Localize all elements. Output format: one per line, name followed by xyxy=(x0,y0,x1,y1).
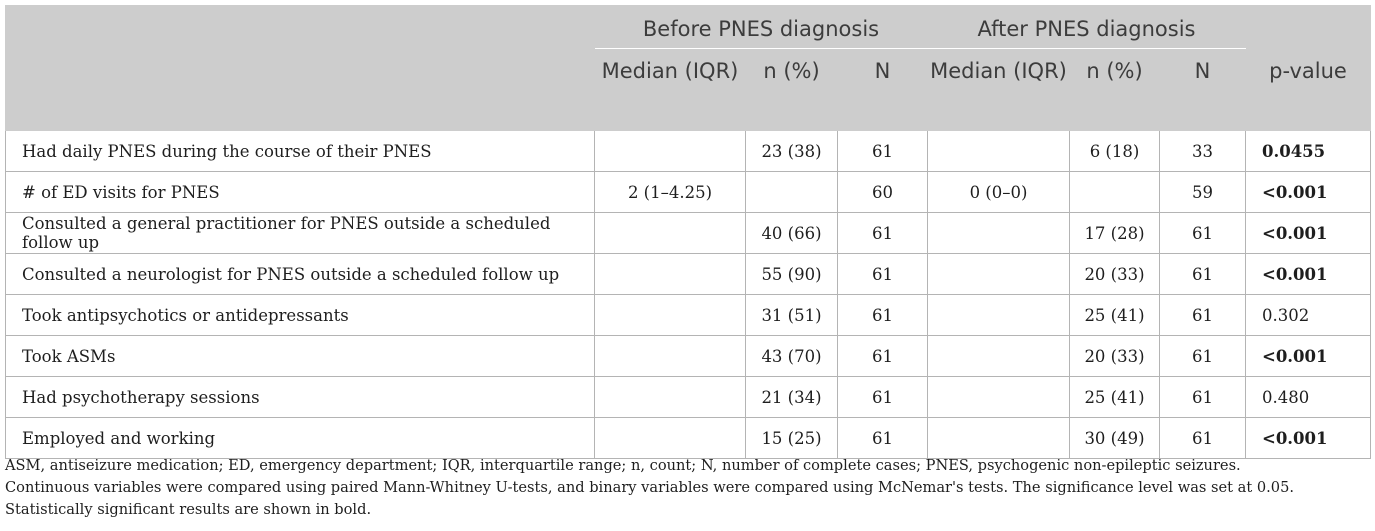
after-n-pct-cell: 6 (18) xyxy=(1070,131,1160,172)
after-median-iqr-cell xyxy=(928,336,1070,377)
after-n-pct-cell: 25 (41) xyxy=(1070,377,1160,418)
after-n-pct-cell: 30 (49) xyxy=(1070,418,1160,459)
after-median-iqr-header: Median (IQR) xyxy=(928,49,1070,131)
row-label: # of ED visits for PNES xyxy=(6,172,595,213)
table-row xyxy=(6,418,1371,459)
row-label: Had daily PNES during the course of their PNES xyxy=(6,131,595,172)
after-N-cell: 61 xyxy=(1160,254,1246,295)
p-value-cell: <0.001 xyxy=(1246,336,1371,377)
methods-note: Continuous variables were compared using paired Mann-Whitney U-tests, and binary variables were compared using McNemar's tests. The significance level was set at 0.05. Statistically significant results are shown in bold. xyxy=(5,479,1295,518)
after-n-pct-header: n (%) xyxy=(1070,49,1160,131)
before-n-pct-cell xyxy=(746,172,838,213)
p-value-cell: <0.001 xyxy=(1246,418,1371,459)
after-n-pct-cell: 17 (28) xyxy=(1070,213,1160,254)
abbreviations-note: ASM, antiseizure medication; ED, emergency department; IQR, interquartile range; n, count; N, number of complete cases; PNES, psychogenic non-epileptic seizures. xyxy=(5,457,1241,474)
p-value-cell: 0.302 xyxy=(1246,295,1371,336)
before-median-iqr-cell xyxy=(595,131,746,172)
after-median-iqr-cell xyxy=(928,295,1070,336)
after-N-cell: 61 xyxy=(1160,336,1246,377)
before-N-cell: 61 xyxy=(838,213,928,254)
after-N-cell: 61 xyxy=(1160,418,1246,459)
after-diagnosis-header: After PNES diagnosis xyxy=(928,6,1246,49)
after-median-iqr-cell xyxy=(928,418,1070,459)
table-row xyxy=(6,131,1371,172)
before-n-pct-cell: 55 (90) xyxy=(746,254,838,295)
pvalue-group-header xyxy=(1246,6,1371,49)
before-N-cell: 60 xyxy=(838,172,928,213)
before-N-cell: 61 xyxy=(838,295,928,336)
before-diagnosis-header: Before PNES diagnosis xyxy=(595,6,928,49)
before-n-pct-cell: 31 (51) xyxy=(746,295,838,336)
table-header xyxy=(6,6,1371,131)
after-median-iqr-cell xyxy=(928,131,1070,172)
p-value-cell: <0.001 xyxy=(1246,254,1371,295)
after-N-cell: 61 xyxy=(1160,377,1246,418)
p-value-cell: <0.001 xyxy=(1246,172,1371,213)
before-n-pct-cell: 21 (34) xyxy=(746,377,838,418)
before-n-pct-header: n (%) xyxy=(746,49,838,131)
after-median-iqr-cell xyxy=(928,213,1070,254)
after-n-pct-cell: 20 (33) xyxy=(1070,254,1160,295)
before-median-iqr-header: Median (IQR) xyxy=(595,49,746,131)
before-N-cell: 61 xyxy=(838,254,928,295)
before-N-cell: 61 xyxy=(838,131,928,172)
before-median-iqr-cell xyxy=(595,336,746,377)
table-footnotes xyxy=(5,455,1373,521)
before-median-iqr-cell xyxy=(595,377,746,418)
before-n-pct-cell: 43 (70) xyxy=(746,336,838,377)
table-row xyxy=(6,213,1371,254)
after-N-cell: 33 xyxy=(1160,131,1246,172)
table-body xyxy=(6,131,1371,459)
before-N-header: N xyxy=(838,49,928,131)
p-value-cell: 0.0455 xyxy=(1246,131,1371,172)
row-label: Took ASMs xyxy=(6,336,595,377)
before-n-pct-cell: 15 (25) xyxy=(746,418,838,459)
table-row xyxy=(6,295,1371,336)
after-n-pct-cell xyxy=(1070,172,1160,213)
after-median-iqr-cell xyxy=(928,254,1070,295)
after-N-cell: 59 xyxy=(1160,172,1246,213)
results-table xyxy=(5,5,1371,459)
after-n-pct-cell: 20 (33) xyxy=(1070,336,1160,377)
after-median-iqr-cell: 0 (0–0) xyxy=(928,172,1070,213)
row-label-header xyxy=(6,6,595,131)
p-value-header: p-value xyxy=(1246,49,1371,131)
before-median-iqr-cell: 2 (1–4.25) xyxy=(595,172,746,213)
before-N-cell: 61 xyxy=(838,336,928,377)
row-label: Had psychotherapy sessions xyxy=(6,377,595,418)
table-row xyxy=(6,377,1371,418)
table-row xyxy=(6,336,1371,377)
p-value-cell: <0.001 xyxy=(1246,213,1371,254)
before-median-iqr-cell xyxy=(595,418,746,459)
after-N-cell: 61 xyxy=(1160,295,1246,336)
after-N-cell: 61 xyxy=(1160,213,1246,254)
row-label: Consulted a general practitioner for PNES outside a scheduled follow up xyxy=(6,213,595,254)
after-median-iqr-cell xyxy=(928,377,1070,418)
after-n-pct-cell: 25 (41) xyxy=(1070,295,1160,336)
before-median-iqr-cell xyxy=(595,295,746,336)
before-n-pct-cell: 40 (66) xyxy=(746,213,838,254)
row-label: Employed and working xyxy=(6,418,595,459)
before-N-cell: 61 xyxy=(838,377,928,418)
row-label: Consulted a neurologist for PNES outside a scheduled follow up xyxy=(6,254,595,295)
after-N-header: N xyxy=(1160,49,1246,131)
row-label: Took antipsychotics or antidepressants xyxy=(6,295,595,336)
before-n-pct-cell: 23 (38) xyxy=(746,131,838,172)
table-row xyxy=(6,254,1371,295)
before-median-iqr-cell xyxy=(595,213,746,254)
before-N-cell: 61 xyxy=(838,418,928,459)
before-median-iqr-cell xyxy=(595,254,746,295)
p-value-cell: 0.480 xyxy=(1246,377,1371,418)
table-row xyxy=(6,172,1371,213)
